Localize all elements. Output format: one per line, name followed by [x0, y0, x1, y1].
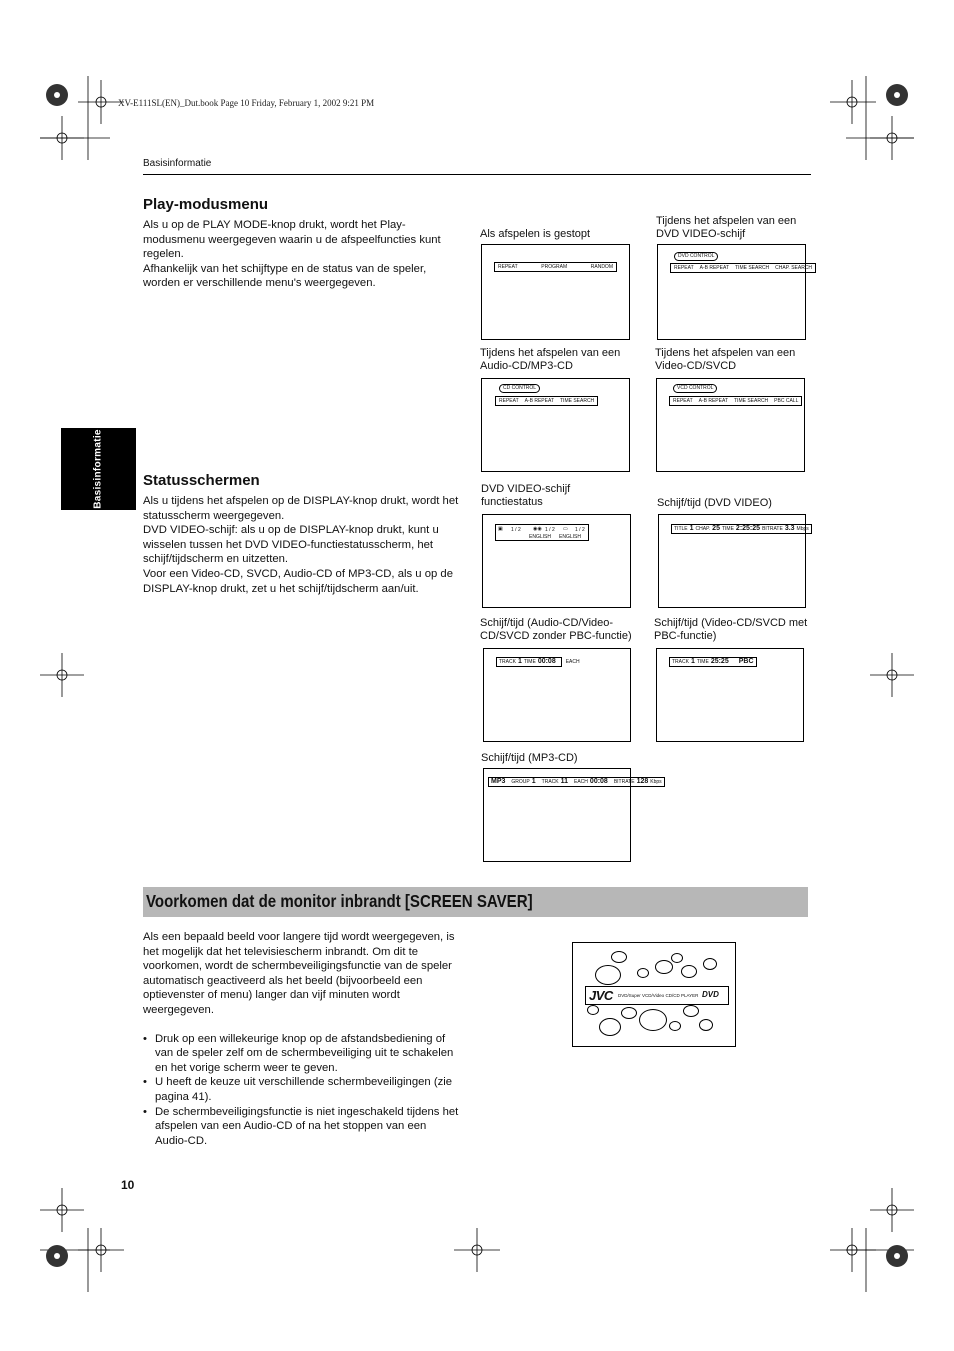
dvd-func-bar	[495, 524, 589, 541]
status-section	[143, 472, 463, 596]
time-value: 00:08	[537, 658, 556, 665]
header-rule	[143, 174, 811, 175]
time-label: TIME	[696, 659, 709, 665]
status-text	[143, 494, 463, 596]
menu-item: TIME SEARCH	[734, 398, 769, 404]
bitrate-label: BITRATE	[762, 526, 783, 532]
menu-item: PBC CALL	[774, 398, 799, 404]
screensaver-illustration	[572, 942, 736, 1047]
screensaver-title: Voorkomen dat de monitor inbrandt [SCREEN SAVER]	[146, 891, 533, 911]
play-mode-title: Play-modusmenu	[143, 196, 269, 213]
bubble-shape	[599, 1018, 621, 1036]
time-label: TIME	[721, 526, 734, 532]
title-label: TITLE	[674, 526, 688, 532]
subtitle-value: 1 / 2	[575, 527, 585, 533]
screen-dvd-play	[657, 244, 813, 340]
screensaver-intro: Als een bepaald beeld voor langere tijd wordt weergegeven, is het mogelijk dat het televisiescherm inbrandt. Om dit te voorkomen, wordt de schermbeveiligingsfunctie van de speler automatisch geactiveerd als het beeld (bijvoorbeeld een optievenster of menu) langer dan vijf minuten wordt weergegeven.	[143, 931, 455, 1016]
menu-item: A-B REPEAT	[699, 265, 729, 271]
time-value: 25:25	[710, 658, 729, 665]
caption-cd-time: Schijf/tijd (Audio-CD/Video-CD/SVCD zonder PBC-functie)	[480, 617, 632, 642]
bubble-shape	[683, 1005, 699, 1017]
caption-mp3-time: Schijf/tijd (MP3-CD)	[481, 752, 578, 764]
list-item: • U heeft de keuze uit verschillende schermbeveiligingen (zie pagina 41).	[143, 1075, 461, 1104]
screen-vcd-pbc	[656, 648, 804, 742]
subtitle-language: ENGLISH	[559, 534, 581, 540]
play-mode-p1: Als u op de PLAY MODE-knop drukt, wordt het Play-modusmenu weergegeven waarin u de afspeelfuncties kunt regelen.	[143, 219, 441, 261]
dvd-menu-bar	[670, 263, 816, 273]
vcd-pbc-bar	[669, 657, 757, 667]
bubble-shape	[611, 951, 627, 963]
menu-item: PROGRAM	[541, 264, 568, 270]
print-header-line: XV-E111SL(EN)_Dut.book Page 10 Friday, February 1, 2002 9:21 PM	[118, 98, 375, 108]
menu-item: REPEAT	[673, 398, 693, 404]
camera-icon: ▣	[498, 526, 503, 532]
caption-vcd-play: Tijdens het afspelen van een Video-CD/SVCD	[655, 347, 796, 372]
dvd-control-label: DVD CONTROL	[674, 252, 718, 261]
dvd-logo: DVD	[702, 990, 719, 999]
dvd-time-bar	[671, 524, 812, 534]
bubble-shape	[681, 965, 697, 978]
screen-stopped	[481, 244, 630, 340]
track-value: 1	[517, 658, 522, 665]
angle-value: 1 / 2	[511, 527, 521, 533]
track-label: TRACK	[672, 659, 689, 665]
bubble-shape	[621, 1007, 637, 1019]
time-value: 2:25:25	[735, 525, 761, 532]
menu-item: REPEAT	[498, 264, 518, 270]
status-p1: Als u tijdens het afspelen op de DISPLAY-knop drukt, wordt het statusscherm weergegeven.	[143, 495, 459, 522]
mp3-label: MP3	[491, 778, 506, 785]
bubble-shape	[671, 953, 683, 963]
list-item: • Druk op een willekeurige knop op de afstandsbediening of van de speler zelf om de schermbeveiliging uit te schakelen en het vorige scherm weer te geven.	[143, 1032, 461, 1076]
stopped-menu-bar	[494, 262, 617, 272]
cd-control-label: CD CONTROL	[499, 384, 540, 393]
menu-item: CHAP. SEARCH	[775, 265, 813, 271]
group-value: 1	[531, 778, 536, 785]
track-value: 11	[560, 778, 569, 785]
caption-dvd-play: Tijdens het afspelen van een DVD VIDEO-schijf	[656, 215, 797, 240]
bubble-shape	[595, 965, 621, 985]
list-item: • De schermbeveiligingsfunctie is niet ingeschakeld tijdens het afspelen van een Audio-CD of na het stoppen van een Audio-CD.	[143, 1105, 461, 1149]
menu-item: A-B REPEAT	[524, 398, 554, 404]
chapter-value: 25	[712, 525, 720, 532]
screen-mp3-time	[483, 768, 662, 862]
screen-dvd-func	[482, 514, 631, 608]
caption-stopped: Als afspelen is gestopt	[480, 228, 591, 240]
screen-cd-play	[481, 378, 630, 472]
title-value: 1	[689, 525, 694, 532]
side-tab-label: Basisinformatie	[92, 429, 104, 509]
time-value: 00:08	[589, 778, 608, 785]
bubble-shape	[637, 968, 649, 978]
group-label: GROUP	[511, 779, 530, 785]
play-mode-text	[143, 218, 463, 291]
cd-time-bar	[496, 657, 580, 667]
screen-cd-time	[483, 648, 631, 742]
audio-language: ENGLISH	[529, 534, 551, 540]
mode-label: EACH	[574, 779, 588, 785]
play-mode-section	[143, 196, 463, 291]
mp3-time-bar	[488, 777, 665, 787]
menu-item: TIME SEARCH	[560, 398, 595, 404]
player-text: DVD/Super VCD/Video CD/CD PLAYER	[618, 993, 699, 998]
bubble-shape	[699, 1019, 713, 1031]
chapter-label: CHAP.	[695, 526, 711, 532]
side-tab	[61, 428, 136, 510]
vcd-menu-bar	[669, 396, 802, 406]
audio-icon: ◉◉	[533, 526, 542, 532]
mode-label: EACH	[565, 659, 580, 665]
menu-item: REPEAT	[499, 398, 519, 404]
audio-value: 1 / 2	[545, 527, 555, 533]
time-label: TIME	[523, 659, 536, 665]
caption-vcd-pbc: Schijf/tijd (Video-CD/SVCD met PBC-functie)	[654, 617, 808, 642]
pbc-label: PBC	[738, 658, 754, 665]
menu-item: REPEAT	[674, 265, 694, 271]
play-mode-p2: Afhankelijk van het schijftype en de status van de speler, worden er verschillende menu's weergegeven.	[143, 262, 427, 290]
track-label: TRACK	[499, 659, 516, 665]
page-number: 10	[121, 1178, 135, 1192]
bubble-shape	[703, 958, 717, 970]
menu-item: A-B REPEAT	[698, 398, 728, 404]
subtitle-icon: ▭	[563, 526, 568, 532]
menu-item: RANDOM	[590, 264, 613, 270]
track-label: TRACK	[541, 779, 559, 785]
caption-dvd-func: DVD VIDEO-schijf functiestatus	[481, 483, 571, 508]
screensaver-bullets	[143, 1032, 461, 1149]
status-p2: DVD VIDEO-schijf: als u op de DISPLAY-knop drukt, kunt u wisselen tussen het DVD VIDEO-functiestatusscherm, het schijf/tijdscherm en uitzetten.	[143, 524, 439, 566]
jvc-logo: JVC	[589, 988, 613, 1003]
bitrate-value: 128	[636, 778, 649, 785]
jvc-logo-bar	[585, 986, 729, 1005]
bitrate-unit: Kbps	[650, 779, 662, 785]
track-value: 1	[690, 658, 695, 665]
bubble-shape	[587, 1005, 599, 1015]
section-header: Basisinformatie	[143, 158, 212, 169]
screensaver-banner	[143, 887, 808, 917]
caption-cd-play: Tijdens het afspelen van een Audio-CD/MP3-CD	[480, 347, 621, 372]
bubble-shape	[655, 960, 673, 974]
bubble-shape	[669, 1021, 681, 1031]
screen-dvd-time	[658, 514, 809, 608]
caption-dvd-time: Schijf/tijd (DVD VIDEO)	[657, 497, 772, 509]
status-title: Statusschermen	[143, 472, 260, 489]
bitrate-label: BITRATE	[613, 779, 635, 785]
bubble-shape	[639, 1009, 667, 1031]
cd-menu-bar	[495, 396, 598, 406]
bitrate-unit: Mbps	[796, 526, 809, 532]
screen-vcd-play	[656, 378, 805, 472]
screensaver-text	[143, 930, 461, 1148]
bitrate-value: 3.3	[784, 525, 795, 532]
vcd-control-label: VCD CONTROL	[673, 384, 717, 393]
menu-item: TIME SEARCH	[735, 265, 770, 271]
status-p3: Voor een Video-CD, SVCD, Audio-CD of MP3-CD, als u op de DISPLAY-knop drukt, zet u het schijf/tijdscherm aan/uit.	[143, 567, 453, 595]
